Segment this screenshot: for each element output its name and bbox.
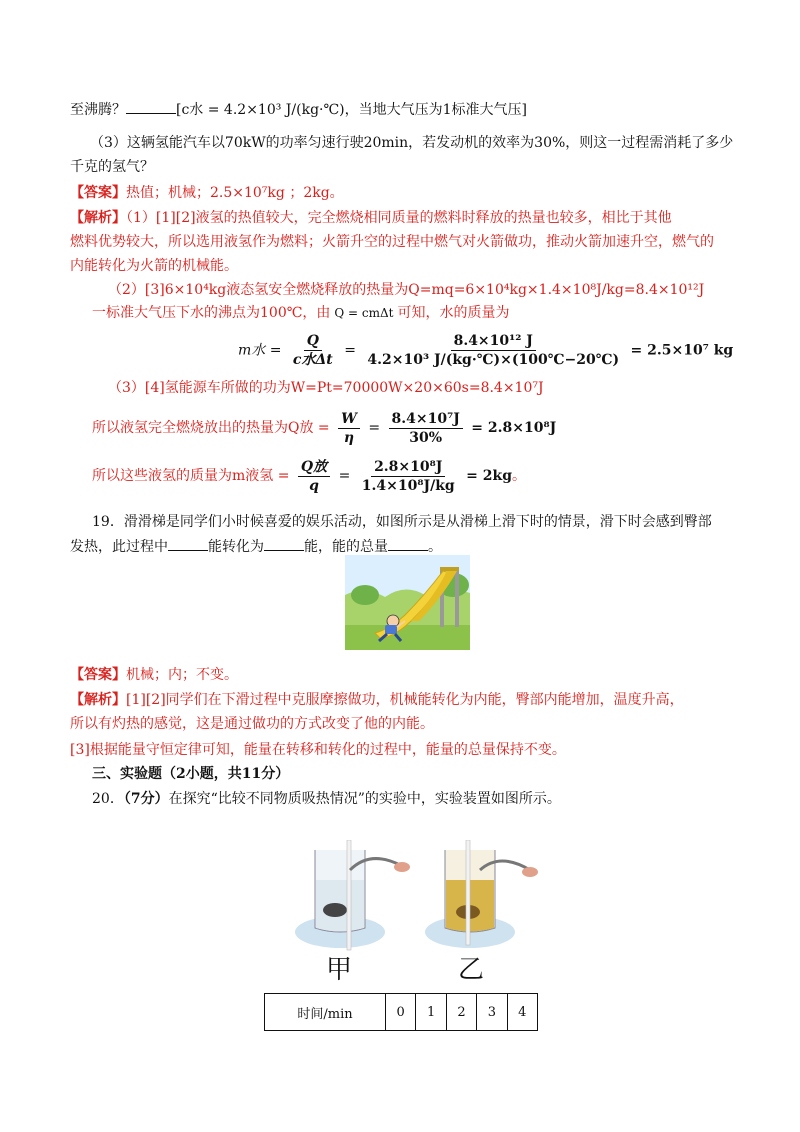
heat-formula: Q = cmΔt xyxy=(334,306,394,320)
fraction-numerator: 2.8×10⁸J xyxy=(371,458,445,477)
section-title: 三、实验题（2小题，共11分） xyxy=(92,766,290,782)
analysis-2b-post: 可知，水的质量为 xyxy=(397,305,510,321)
sentence-end: 。 xyxy=(512,468,526,484)
q19-text-c: 能，能的总量 xyxy=(304,539,388,555)
fraction-denominator: c水Δt xyxy=(292,352,333,368)
q18-line1 xyxy=(70,99,527,120)
fraction-numerator: Q放 xyxy=(298,458,330,477)
label-yi: 乙 xyxy=(458,955,485,985)
question-text: 在探究“比较不同物质吸热情况”的实验中，实验装置如图所示。 xyxy=(168,791,561,807)
q19-text-d: 。 xyxy=(428,539,442,555)
mass-result: = 2kg xyxy=(466,468,512,484)
analysis-3b-pre: 所以液氢完全燃烧放出的热量为Q放 = xyxy=(92,420,330,436)
q18-answer xyxy=(70,183,344,203)
slide-illustration xyxy=(345,555,470,650)
formula-lhs: m水 = xyxy=(238,342,282,359)
fraction-denominator: η xyxy=(343,429,355,446)
q18-analysis-1b: 燃料优势较大，所以选用液氢作为燃料；火箭升空的过程中燃气对火箭做功，推动火箭加速升空，燃气的 xyxy=(70,234,714,250)
q18-analysis-2b xyxy=(92,303,510,323)
data-table xyxy=(264,993,538,1031)
analysis-label: 【解析】 xyxy=(70,692,126,708)
formula-result: = 2.5×10⁷ kg xyxy=(630,342,734,359)
formula-fraction-2 xyxy=(364,332,622,369)
water-mass-formula: m水 = $\frac{Q}{\text{c水Δt}}$ = $\frac{\text{8.4×10¹² J}}{\text{4.2×10³ J/(kg·℃)×(100℃−20℃)}}$ = 2.5×10⁷ kg xyxy=(238,333,734,368)
fraction-numerator: Q xyxy=(304,332,322,351)
q18-analysis-2a: （2）[3]6×10⁴kg液态氢安全燃烧释放的热量为Q=mq=6×10⁴kg×1.4×10⁸J/kg=8.4×10¹²J xyxy=(108,282,705,298)
fraction-numerator: 8.4×10¹² J xyxy=(451,332,536,351)
fraction-denominator: q xyxy=(309,477,319,494)
q19-analysis-3: [3]根据能量守恒定律可知，能量在转移和转化的过程中，能量的总量保持不变。 xyxy=(70,742,566,758)
analysis-3c-pre: 所以这些液氢的质量为m液氢 = xyxy=(92,468,290,484)
analysis-text: [1][2]同学们在下滑过程中克服摩擦做功，机械能转化为内能，臀部内能增加，温度升高， xyxy=(126,692,684,708)
table-cell: 2 xyxy=(446,994,476,1031)
mass-fraction-1 xyxy=(298,458,330,495)
answer-blank xyxy=(168,536,208,551)
q18-line1-text: 至沸腾？ xyxy=(70,102,126,118)
beakers-illustration xyxy=(290,840,550,965)
question-number: 20． xyxy=(92,791,124,807)
q18-analysis-3c: 所以这些液氢的质量为m液氢 = $\frac{\text{Q放}}{q}$ = $\frac{\text{2.8×10⁸J}}{\text{1.4×10⁸J/kg}}$ = 2kg。 xyxy=(92,458,526,494)
fraction-denominator: 30% xyxy=(409,429,443,446)
fraction-denominator: 1.4×10⁸J/kg xyxy=(361,477,455,494)
q18-part3-line2: 千克的氢气？ xyxy=(70,159,154,175)
q19-analysis-1 xyxy=(70,690,684,710)
q19-answer xyxy=(70,665,238,685)
heat-fraction-1 xyxy=(338,410,360,447)
answer-blank xyxy=(264,536,304,551)
fraction-numerator: 8.4×10⁷J xyxy=(389,410,463,429)
q18-analysis-1a xyxy=(70,208,672,228)
analysis-text: （1）[1][2]液氢的热值较大，完全燃烧相同质量的燃料时释放的热量也较多，相比于其他 xyxy=(126,210,672,226)
analysis-label: 【解析】 xyxy=(70,210,126,226)
answer-label: 【答案】 xyxy=(70,185,126,201)
q19-analysis-2: 所以有灼热的感觉，这是通过做功的方式改变了他的内能。 xyxy=(70,716,434,732)
table-row xyxy=(265,994,538,1031)
table-cell: 0 xyxy=(386,994,416,1031)
heat-result: = 2.8×10⁸J xyxy=(471,420,557,436)
q20-stem xyxy=(92,789,561,809)
answer-text: 热值；机械；2.5×10⁷kg ；2kg。 xyxy=(126,185,344,201)
q19-line1: 19．滑滑梯是同学们小时候喜爱的娱乐活动，如图所示是从滑梯上滑下时的情景，滑下时会感到臀部 xyxy=(92,514,712,530)
table-cell: 3 xyxy=(477,994,507,1031)
fraction-numerator: W xyxy=(338,410,360,429)
table-cell: 1 xyxy=(416,994,446,1031)
answer-blank xyxy=(388,536,428,551)
q19-text-a: 发热，此过程中 xyxy=(70,539,168,555)
label-jia: 甲 xyxy=(326,955,353,985)
q18-analysis-3b: 所以液氢完全燃烧放出的热量为Q放 = $\frac{W}{\eta}$ = $\frac{\text{8.4×10⁷J}}{30\%}$ = 2.8×10⁸J xyxy=(92,410,557,446)
table-header-cell: 时间/min xyxy=(265,994,386,1031)
formula-fraction-1 xyxy=(290,332,336,369)
answer-text: 机械；内；不变。 xyxy=(126,667,238,683)
q18-line1-formula: [c水 = 4.2×10³ J/(kg·℃)，当地大气压为1标准大气压] xyxy=(176,102,527,118)
heat-fraction-2 xyxy=(389,410,463,447)
table-cell: 4 xyxy=(507,994,537,1031)
q19-line2 xyxy=(70,536,442,557)
question-score: （7分） xyxy=(123,791,169,807)
q19-text-b: 能转化为 xyxy=(208,539,264,555)
analysis-2b-pre: 一标准大气压下水的沸点为100℃，由 xyxy=(92,305,331,321)
mass-fraction-2 xyxy=(359,458,458,495)
fraction-denominator: 4.2×10³ J/(kg·℃)×(100℃−20℃) xyxy=(367,352,620,368)
q18-analysis-3a: （3）[4]氢能源车所做的功为W=Pt=70000W×20×60s=8.4×10⁷J xyxy=(108,380,544,396)
answer-label: 【答案】 xyxy=(70,667,126,683)
answer-blank xyxy=(126,99,176,114)
q18-part3-line1: （3）这辆氢能汽车以70kW的功率匀速行驶20min，若发动机的效率为30%，则这一过程需消耗了多少 xyxy=(90,135,734,151)
q18-analysis-1c: 内能转化为火箭的机械能。 xyxy=(70,258,238,274)
